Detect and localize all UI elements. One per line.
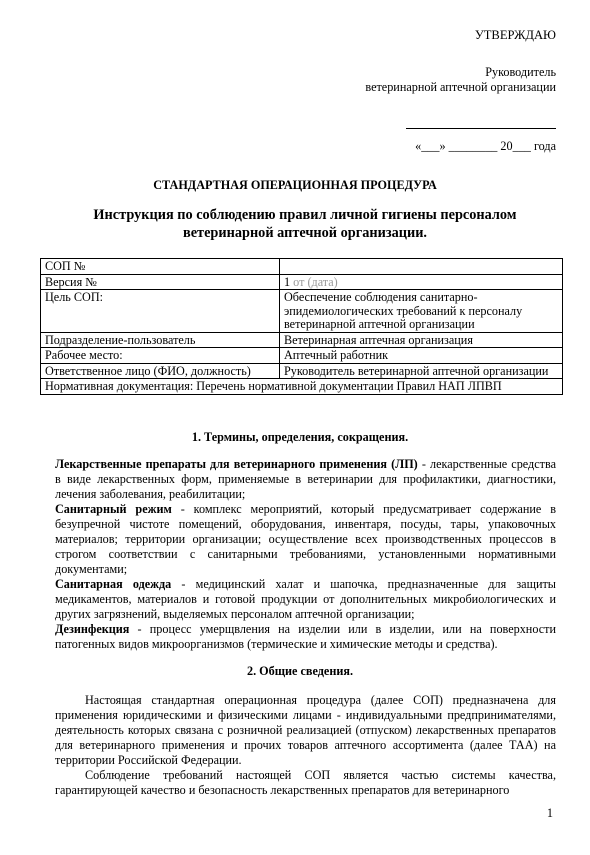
list-item bbox=[55, 502, 556, 577]
list-item bbox=[55, 457, 556, 502]
term-name: Лекарственные препараты для ветеринарного применения (ЛП) bbox=[55, 457, 418, 471]
document-title: СТАНДАРТНАЯ ОПЕРАЦИОННАЯ ПРОЦЕДУРА bbox=[153, 178, 437, 192]
approval-block bbox=[346, 28, 556, 154]
version-number: 1 bbox=[284, 274, 291, 289]
general-info-text bbox=[55, 693, 556, 798]
section1-heading: 1. Термины, определения, сокращения. bbox=[191, 430, 409, 444]
term-name: Санитарная одежда bbox=[55, 577, 172, 591]
table-row bbox=[41, 332, 563, 348]
document-subtitle: Инструкция по соблюдению правил личной гигиены персоналом ветеринарной аптечной организации. bbox=[93, 207, 517, 241]
approval-date-line: «___» ________ 20___ года bbox=[415, 139, 556, 153]
responsible-label: Ответственное лицо (ФИО, должность) bbox=[41, 363, 280, 379]
workplace-value: Аптечный работник bbox=[280, 348, 563, 364]
version-date: от (дата) bbox=[293, 274, 338, 289]
table-row bbox=[41, 259, 563, 275]
signature-line bbox=[406, 116, 556, 129]
version-value bbox=[280, 274, 563, 290]
table-row bbox=[41, 363, 563, 379]
term-name: Санитарный режим bbox=[55, 502, 172, 516]
paragraph: Настоящая стандартная операционная процедура (далее СОП) предназначена для применения юридическими и физическими лицами - индивидуальными предпринимателями, деятельность которых связана с розничной реализацией (отпуском) лекарственных препаратов для ветеринарного применения и прочих товаров аптечного ассортимента (далее ТАА) на территории Российской Федерации. bbox=[55, 693, 556, 767]
term-definition: - лекарственные средства в виде лекарственных форм, применяемые в ветеринарии для профилактики, диагностики, лечения заболевания, реабилитации; bbox=[55, 457, 556, 501]
workplace-label: Рабочее место: bbox=[41, 348, 280, 364]
paragraph: Соблюдение требований настоящей СОП является частью системы качества, гарантирующей качество и безопасность лекарственных препаратов для ветеринарного bbox=[55, 768, 556, 797]
table-row bbox=[41, 274, 563, 290]
term-name: Дезинфекция bbox=[55, 622, 130, 636]
table-row bbox=[41, 348, 563, 364]
term-definition: - процесс умерщвления на изделии или в изделии, или на поверхности патогенных видов микроорганизмов (термические и химические методы и средства). bbox=[55, 622, 556, 651]
list-item bbox=[55, 622, 556, 652]
sop-info-table bbox=[40, 258, 563, 395]
list-item bbox=[55, 577, 556, 622]
section2-heading: 2. Общие сведения. bbox=[246, 664, 354, 678]
division-value: Ветеринарная аптечная организация bbox=[280, 332, 563, 348]
table-row bbox=[41, 290, 563, 333]
approval-role-line2: ветеринарной аптечной организации bbox=[365, 80, 556, 94]
goal-label: Цель СОП: bbox=[41, 290, 280, 333]
page-number: 1 bbox=[546, 806, 553, 820]
sop-number-label: СОП № bbox=[41, 259, 280, 275]
division-label: Подразделение-пользователь bbox=[41, 332, 280, 348]
goal-value: Обеспечение соблюдения санитарно-эпидемиологических требований к персоналу ветеринарной аптечной организации bbox=[280, 290, 563, 333]
version-label: Версия № bbox=[41, 274, 280, 290]
sop-number-value bbox=[280, 259, 563, 275]
term-definition: - медицинский халат и шапочка, предназначенные для защиты медикаментов, материалов и готовой продукции от дополнительных микробиологических и других загрязнений, выделяемых персоналом аптечной организации; bbox=[55, 577, 556, 621]
table-row bbox=[41, 379, 563, 395]
responsible-value: Руководитель ветеринарной аптечной организации bbox=[280, 363, 563, 379]
term-definition: - комплекс мероприятий, который предусматривает содержание в безупречной чистоте помещений, оборудования, инвентаря, посуды, тары, упаковочных материалов; территории организации; осуществление всех производственных процессов в строгом соответствии с санитарными требованиями, установленными нормативными документами; bbox=[55, 502, 556, 576]
approval-role-line1: Руководитель bbox=[485, 65, 556, 79]
terms-list bbox=[55, 457, 556, 652]
approval-heading: УТВЕРЖДАЮ bbox=[474, 28, 556, 42]
normative-docs: Нормативная документация: Перечень нормативной документации Правил НАП ЛПВП bbox=[41, 379, 563, 395]
